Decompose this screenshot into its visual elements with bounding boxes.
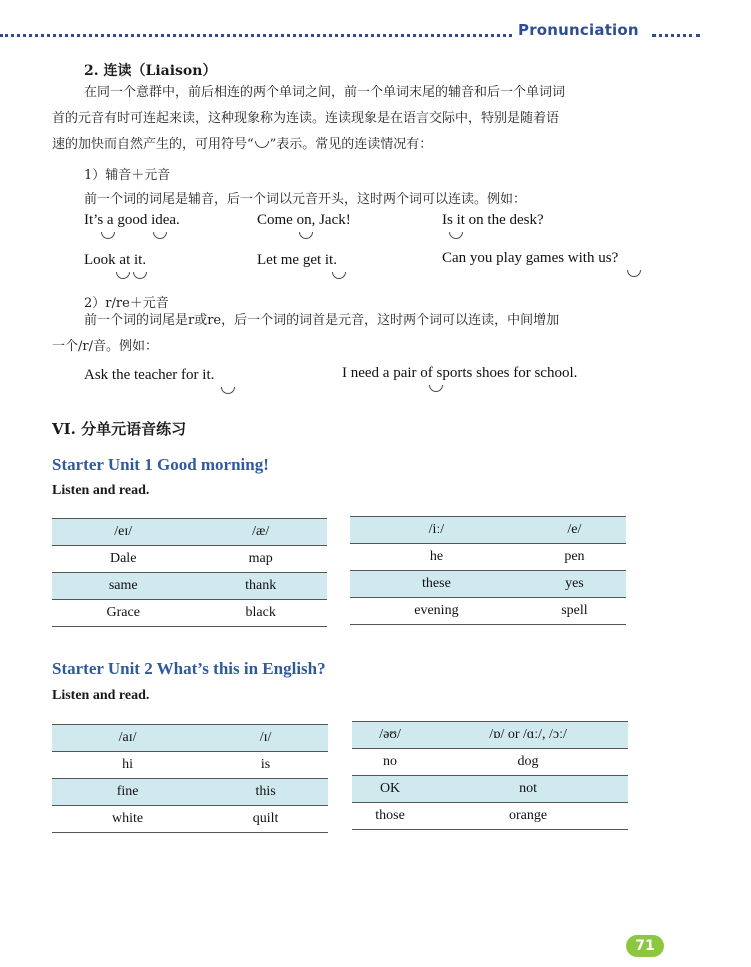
table-cell: thank (194, 573, 327, 600)
table-cell: OK (352, 776, 428, 803)
intro-line-2: 首的元音有时可连起来读，这种现象称为连读。连读现象是在语言交际中，特别是随着语 (52, 111, 560, 126)
case2-desc-line-1: 前一个词的词尾是r或re，后一个词的词首是元音，这时两个词可以连读，中间增加 (84, 313, 560, 328)
table-cell: those (352, 803, 428, 830)
link-arc-1b (153, 232, 167, 239)
link-arc-6 (627, 270, 641, 277)
link-arc-4a (116, 272, 130, 279)
example-3: Is it on the desk? (442, 212, 544, 228)
example-5: Let me get it. (257, 252, 337, 268)
table-cell: same (52, 573, 194, 600)
example-4: Look at it. (84, 252, 147, 268)
link-arc-3 (449, 232, 463, 239)
part6-title: VI. 分单元语音练习 (52, 420, 187, 438)
table-cell: Grace (52, 600, 194, 627)
table-cell: black (194, 600, 327, 627)
table-cell: map (194, 546, 327, 573)
table-cell: orange (428, 803, 628, 830)
case2-desc-line-2: 一个/r/音。例如： (52, 339, 158, 354)
header-dots-right (652, 34, 700, 37)
header-dots-left (0, 34, 512, 37)
link-arc-1a (101, 232, 115, 239)
unit2-table-right (352, 721, 628, 830)
link-arc-7 (221, 387, 235, 394)
header-title: Pronunciation (518, 21, 639, 39)
intro-line-3 (52, 132, 722, 158)
table-cell: not (428, 776, 628, 803)
table-cell: evening (350, 598, 523, 625)
table-header: /əʊ/ (352, 722, 428, 749)
unit1-table-left (52, 518, 327, 627)
intro-line-3-tail: ”表示。常见的连读情况有： (269, 137, 433, 152)
table-header: /aɪ/ (52, 725, 203, 752)
table-cell: hi (52, 752, 203, 779)
unit1-instruction: Listen and read. (52, 483, 150, 498)
page-number: 71 (626, 935, 664, 957)
table-cell: Dale (52, 546, 194, 573)
liaison-symbol (255, 141, 269, 148)
table-header: /ɪ/ (203, 725, 328, 752)
table-cell: dog (428, 749, 628, 776)
table-header: /æ/ (194, 519, 327, 546)
table-cell: is (203, 752, 328, 779)
table-cell: this (203, 779, 328, 806)
table-cell: pen (523, 544, 626, 571)
unit1-title: Starter Unit 1 Good morning! (52, 455, 269, 474)
example-8: I need a pair of sports shoes for school. (342, 365, 578, 381)
example-6: Can you play games with us? (442, 250, 619, 266)
table-header: /e/ (523, 517, 626, 544)
table-header: /ɒ/ or /ɑː/, /ɔː/ (428, 722, 628, 749)
case2-desc (52, 308, 722, 360)
case2-title: 2）r/re＋元音 (84, 296, 169, 311)
case1-title: 1）辅音＋元音 (84, 168, 171, 183)
link-arc-2 (299, 232, 313, 239)
table-cell: no (352, 749, 428, 776)
table-cell: he (350, 544, 523, 571)
unit2-title: Starter Unit 2 What’s this in English? (52, 659, 326, 678)
table-header: /eɪ/ (52, 519, 194, 546)
table-cell: spell (523, 598, 626, 625)
table-cell: white (52, 806, 203, 833)
example-2: Come on, Jack! (257, 212, 351, 228)
link-arc-5 (332, 272, 346, 279)
liaison-title: 2. 连读（Liaison） (84, 63, 217, 79)
table-cell: these (350, 571, 523, 598)
intro-line-3-text: 速的加快而自然产生的，可用符号“ (52, 137, 254, 152)
table-header: /iː/ (350, 517, 523, 544)
link-arc-4b (133, 272, 147, 279)
link-arc-8 (429, 385, 443, 392)
unit1-table-right (350, 516, 626, 625)
liaison-intro (52, 80, 722, 158)
table-cell: quilt (203, 806, 328, 833)
intro-line-1: 在同一个意群中，前后相连的两个单词之间，前一个单词末尾的辅音和后一个单词词 (84, 85, 566, 100)
unit2-table-left (52, 724, 328, 833)
table-cell: fine (52, 779, 203, 806)
case1-desc: 前一个词的词尾是辅音，后一个词以元音开头，这时两个词可以连读。例如： (84, 192, 527, 207)
unit2-instruction: Listen and read. (52, 688, 150, 703)
example-1: It’s a good idea. (84, 212, 180, 228)
example-7: Ask the teacher for it. (84, 367, 215, 383)
table-cell: yes (523, 571, 626, 598)
